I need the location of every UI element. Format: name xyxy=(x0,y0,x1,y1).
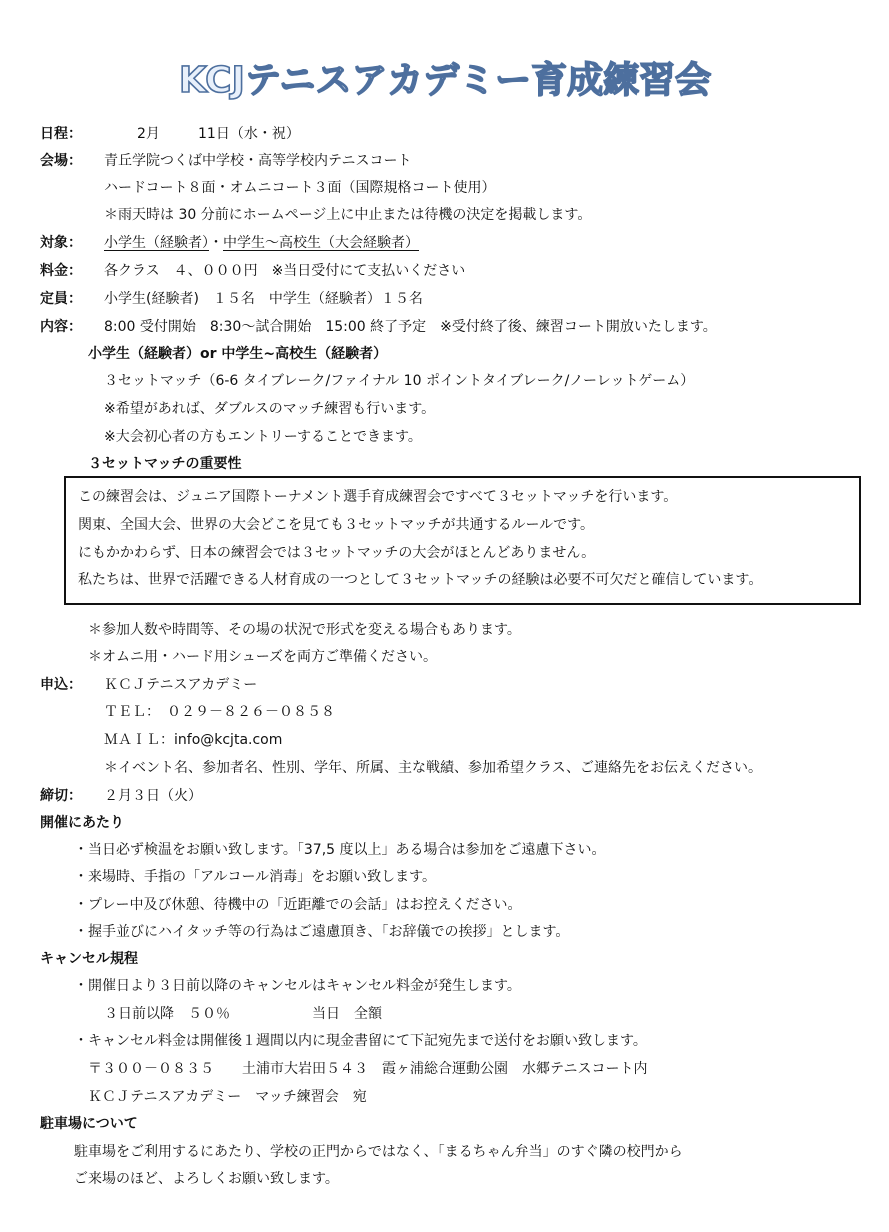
page-title xyxy=(0,52,889,102)
deadline-label: 締切： xyxy=(40,788,82,804)
importance-line: にもかかわらず、日本の練習会では３セットマッチの大会がほとんどありません。 xyxy=(78,545,596,561)
capacity-label: 定員： xyxy=(40,291,82,307)
target-label: 対象： xyxy=(40,235,82,251)
cancel-item1: ・開催日より３日前以降のキャンセルはキャンセル料金が発生します。 xyxy=(74,978,521,994)
schedule-month: 2月 xyxy=(137,126,160,142)
content-time: 8:00 受付開始 8:30～試合開始 15:00 終了予定 ※受付終了後、練習コート開放いたします。 xyxy=(104,319,717,335)
importance-line: 関東、全国大会、世界の大会どこを見ても３セットマッチが共通するルールです。 xyxy=(78,517,595,533)
doubles-note: ※希望があれば、ダブルスのマッチ練習も行います。 xyxy=(104,401,436,417)
target-part2: 中学生～高校生（大会経験者） xyxy=(223,235,419,251)
cancel-fee-sameday: 当日 全額 xyxy=(312,1006,382,1022)
venue-line1: 青丘学院つくば中学校・高等学校内テニスコート xyxy=(104,153,412,169)
apply-note: ＊イベント名、参加者名、性別、学年、所属、主な戦績、参加希望クラス、ご連絡先をお伝えください。 xyxy=(104,760,762,776)
parking-line2: ご来場のほど、よろしくお願い致します。 xyxy=(74,1171,339,1187)
apply-label: 申込： xyxy=(40,677,82,693)
schedule-label: 日程： xyxy=(40,126,82,142)
cancel-recipient: ＫＣＪテニスアカデミー マッチ練習会 宛 xyxy=(88,1089,367,1105)
holding-heading: 開催にあたり xyxy=(40,815,124,831)
cancel-heading: キャンセル規程 xyxy=(40,951,138,967)
apply-org: ＫＣＪテニスアカデミー xyxy=(104,677,258,693)
schedule-day: 11日（水・祝） xyxy=(198,126,300,142)
venue-line2: ハードコート８面・オムニコート３面（国際規格コート使用） xyxy=(104,180,496,196)
holding-item: ・握手並びにハイタッチ等の行為はご遠慮頂き、「お辞儀での挨拶」とします。 xyxy=(74,924,570,940)
target-sep: ・ xyxy=(209,235,223,251)
target-line xyxy=(104,234,419,252)
content-label: 内容： xyxy=(40,319,82,335)
class-heading: 小学生（経験者）or 中学生~高校生（経験者） xyxy=(88,346,388,362)
cancel-item2: ・キャンセル料金は開催後１週間以内に現金書留にて下記宛先まで送付をお願い致します。 xyxy=(74,1033,647,1049)
shoes-note: ＊オムニ用・ハード用シューズを両方ご準備ください。 xyxy=(88,649,438,665)
holding-item: ・来場時、手指の「アルコール消毒」をお願い致します。 xyxy=(74,869,437,885)
format-note: ＊参加人数や時間等、その場の状況で形式を変える場合もあります。 xyxy=(88,622,521,638)
target-part1: 小学生（経験者） xyxy=(104,235,209,251)
cancel-address: 〒３００－０８３５ 土浦市大岩田５４３ 霞ヶ浦総合運動公園 水郷テニスコート内 xyxy=(88,1061,648,1077)
apply-tel: ＴＥＬ： ０２９－８２６－０８５８ xyxy=(104,704,335,720)
parking-heading: 駐車場について xyxy=(40,1116,138,1132)
holding-item: ・プレー中及び休憩、待機中の「近距離での会話」はお控えください。 xyxy=(74,897,522,913)
holding-item: ・当日必ず検温をお願い致します。「37,5 度以上」ある場合は参加をご遠慮下さい。 xyxy=(74,842,606,858)
fee-text: 各クラス ４、０００円 ※当日受付にて支払いください xyxy=(104,263,466,279)
capacity-text: 小学生(経験者) １５名 中学生（経験者）１５名 xyxy=(104,291,423,307)
cancel-fee-3days: ３日前以降 ５０％ xyxy=(104,1006,230,1022)
apply-mail[interactable]: ＭＡＩＬ：info@kcjta.com xyxy=(104,732,283,748)
page-title-text: KCJテニスアカデミー育成練習会 xyxy=(178,60,711,101)
importance-line: 私たちは、世界で活躍できる人材育成の一つとして３セットマッチの経験は必要不可欠だと確信しています。 xyxy=(78,572,763,588)
fee-label: 料金： xyxy=(40,263,82,279)
venue-rain-note: ＊雨天時は 30 分前にホームページ上に中止または待機の決定を掲載します。 xyxy=(104,207,592,223)
importance-heading: ３セットマッチの重要性 xyxy=(88,456,242,472)
match-format: ３セットマッチ（6-6 タイブレーク/ファイナル 10 ポイントタイブレーク/ノーレットゲーム） xyxy=(104,373,695,389)
beginner-note: ※大会初心者の方もエントリーすることできます。 xyxy=(104,429,422,445)
venue-label: 会場： xyxy=(40,153,82,169)
parking-line1: 駐車場をご利用するにあたり、学校の正門からではなく、「まるちゃん弁当」のすぐ隣の校門から xyxy=(74,1144,683,1160)
deadline-text: ２月３日（火） xyxy=(104,788,202,804)
importance-line: この練習会は、ジュニア国際トーナメント選手育成練習会ですべて３セットマッチを行います。 xyxy=(78,489,678,505)
